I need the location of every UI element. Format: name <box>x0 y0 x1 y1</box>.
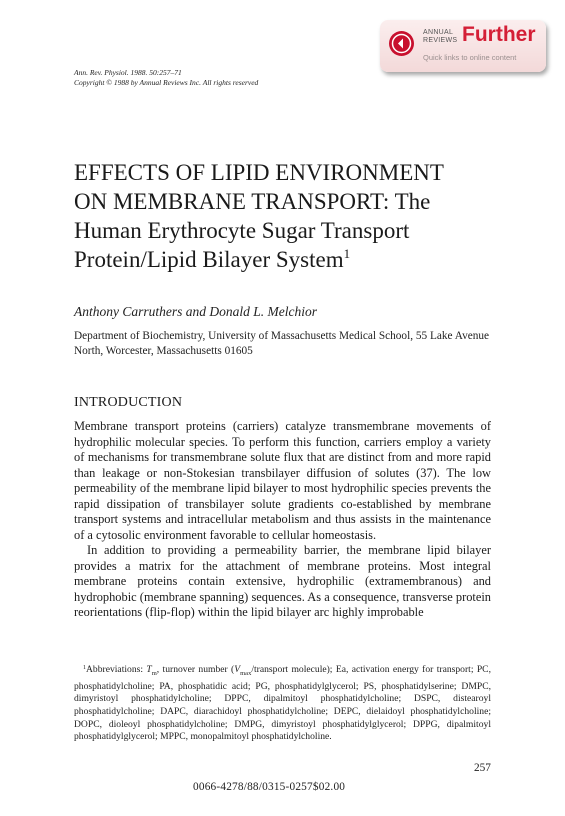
section-heading: INTRODUCTION <box>74 395 183 410</box>
affiliation: Department of Biochemistry, University of Massachusetts Medical School, 55 Lake Avenue North, Worcester, Massachusetts 01605 <box>74 330 490 357</box>
footnote-lead: Abbreviations: <box>86 664 147 675</box>
footnote-vmax-symbol: V <box>234 664 241 675</box>
page-number: 257 <box>474 762 491 774</box>
footnote-text: , turnover number ( <box>156 664 235 675</box>
footnote-mark: 1 <box>83 665 86 671</box>
badge-annual-reviews-label <box>423 29 463 45</box>
journal-citation <box>74 68 258 88</box>
paragraph: In addition to providing a permeability barrier, the membrane lipid bilayer provides a matrix for the attachment of membrane proteins. Most integral membrane proteins contain extensive, hydrophilic (extramembranous) and hydrophobic (membrane spanning) sequences. As a consequence, transverse protein reorientations (flip-flop) within the lipid bilayer arc highly improbable <box>74 543 491 619</box>
issn-price-line: 0066-4278/88/0315-0257$02.00 <box>193 781 346 793</box>
footnote-text: /transport molecule); Ea, activation energy for transport; PC, phosphatidylcholine; PA, phosphatidic acid; PG, phosphatidylglycerol; PS, phosphatidylserine; DMPC, dimyristoyl phosphatidylcholine; DPPC, dipalmitoyl phosphatidylcholine; DSPC, distearoyl phosphatidylcholine; DAPC, diarachidoyl phosphatidylcholine; DEPC, dielaidoyl phosphatidylcholine; DOPC, dioleoyl phosphatidylcholine; DMPG, dimyristoyl phosphatidylglycerol; DPPG, dipalmitoyl phosphatidylglycerol; MPPC, monopalmitoyl phosphatidylcholine. <box>74 664 491 743</box>
footnote-tm-subscript: m <box>151 669 157 677</box>
footnote <box>74 664 491 744</box>
badge-annual-text: ANNUAL <box>423 29 454 36</box>
title-line: EFFECTS OF LIPID ENVIRONMENT <box>74 160 444 185</box>
badge-subtitle: Quick links to online content <box>423 53 517 62</box>
badge-further-label: Further <box>462 23 536 46</box>
badge-reviews-text: REVIEWS <box>423 37 458 44</box>
annual-reviews-further-badge[interactable] <box>380 20 546 72</box>
title-footnote-mark[interactable]: 1 <box>343 246 351 261</box>
title-line: ON MEMBRANE TRANSPORT: The <box>74 189 431 214</box>
copyright-line: Copyright © 1988 by Annual Reviews Inc. All rights reserved <box>74 78 259 87</box>
title-line: Human Erythrocyte Sugar Transport <box>74 218 410 243</box>
footnote-paragraph <box>74 664 491 744</box>
footnote-vmax-subscript: max <box>240 669 252 677</box>
title-line <box>74 245 504 274</box>
body-text <box>74 419 491 621</box>
arrow-left-icon <box>389 31 414 56</box>
title-line-text: Protein/Lipid Bilayer System <box>74 247 344 272</box>
journal-citation-line: Ann. Rev. Physiol. 1988. 50:257–71 <box>74 68 182 77</box>
article-title <box>74 158 504 274</box>
paragraph: Membrane transport proteins (carriers) catalyze transmembrane movements of hydrophilic molecular species. To perform this function, carriers employ a variety of mechanisms for transmembrane solute flux that are distinct from and more rapid than leakage or non-Stokesian transbilayer diffusion of solutes (37). The low permeability of the membrane lipid bilayer to most hydrophilic species prevents the rapid dissipation of transbilayer solute gradients co-established by membrane transport systems and intracellular metabolism and thus assists in the maintenance of a cytosolic environment favorable to cellular homeostasis. <box>74 419 491 542</box>
footnote-tm-symbol: T <box>146 664 152 675</box>
authors: Anthony Carruthers and Donald L. Melchior <box>74 304 317 319</box>
